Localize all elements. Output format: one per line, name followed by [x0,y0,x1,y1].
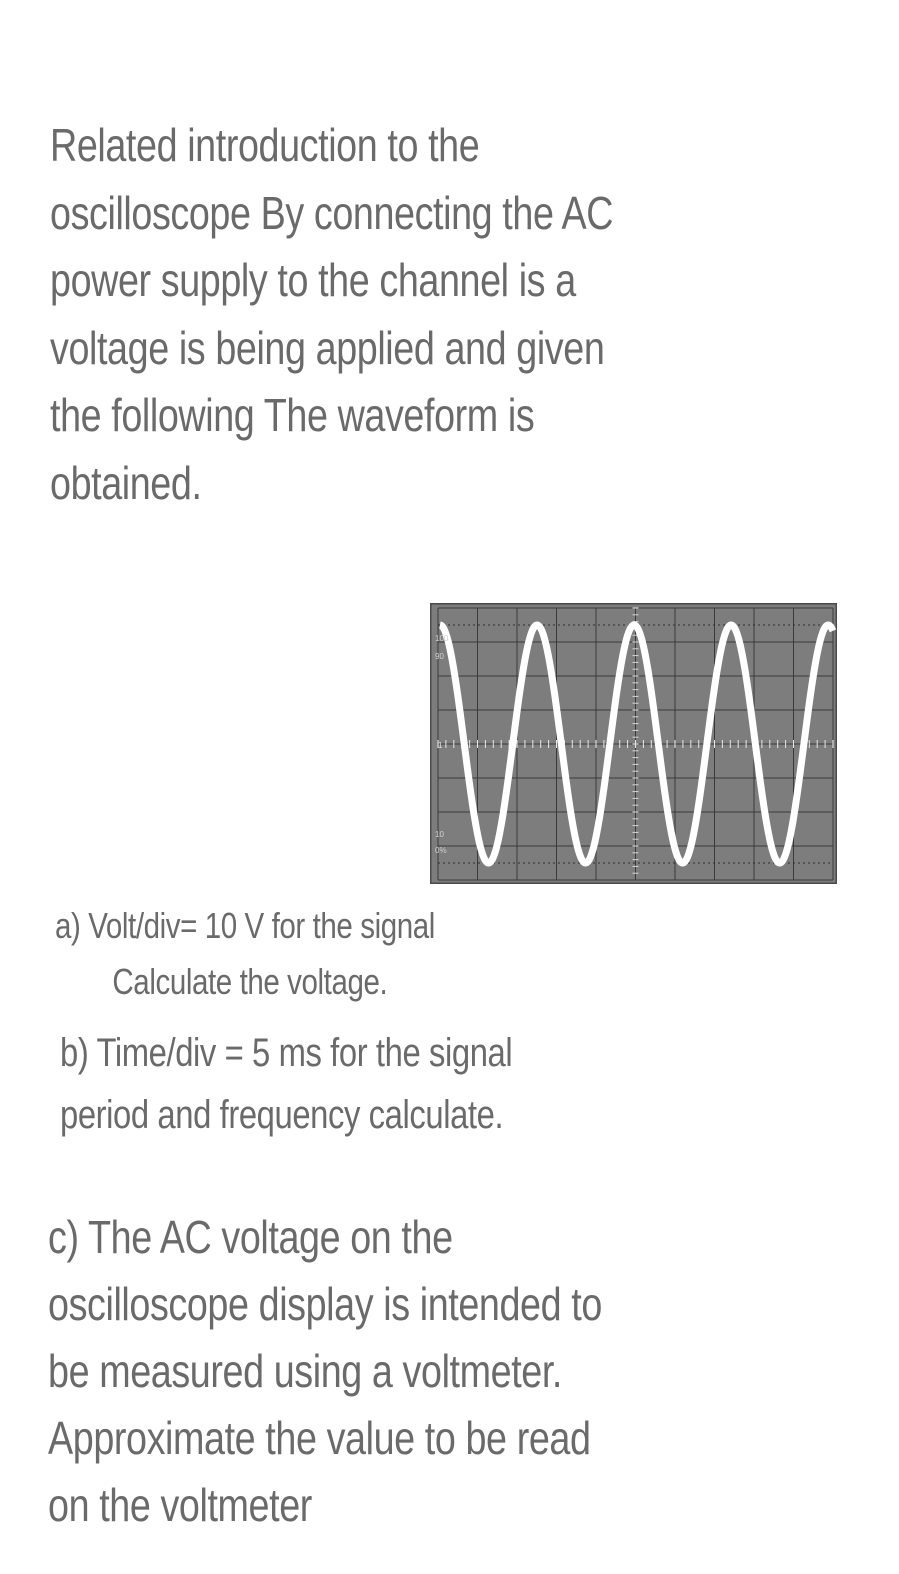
intro-line: obtained. [50,456,202,509]
oscilloscope-screen-image [430,603,837,884]
intro-line: power supply to the channel is a [50,254,576,306]
intro-line: voltage is being applied and given [50,321,605,374]
scope-label-100: 100 [435,634,449,643]
question-a-line: a) Volt/div= 10 V for the signal [55,905,435,946]
intro-line: oscilloscope By connecting the AC [50,186,614,239]
intro-line: the following The waveform is [50,389,535,441]
question-a [55,898,435,1010]
question-c-line: Approximate the value to be read [48,1412,591,1464]
scope-label-10: 10 [435,830,444,839]
question-c [48,1204,602,1539]
question-b-line: b) Time/div = 5 ms for the signal [60,1031,513,1075]
scope-label-ground: 1 [438,741,443,750]
scope-label-0: 0% [435,846,447,855]
question-b [60,1022,512,1146]
question-c-line: c) The AC voltage on the [48,1211,453,1263]
question-c-line: oscilloscope display is intended to [48,1278,602,1330]
question-b-line: period and frequency calculate. [60,1093,504,1137]
question-c-line: be measured using a voltmeter. [48,1345,562,1397]
intro-paragraph [50,112,613,517]
question-a-line: Calculate the voltage. [112,961,388,1002]
scope-label-90: 90 [435,652,444,661]
intro-line: Related introduction to the [50,119,480,171]
question-c-line: on the voltmeter [48,1479,312,1531]
